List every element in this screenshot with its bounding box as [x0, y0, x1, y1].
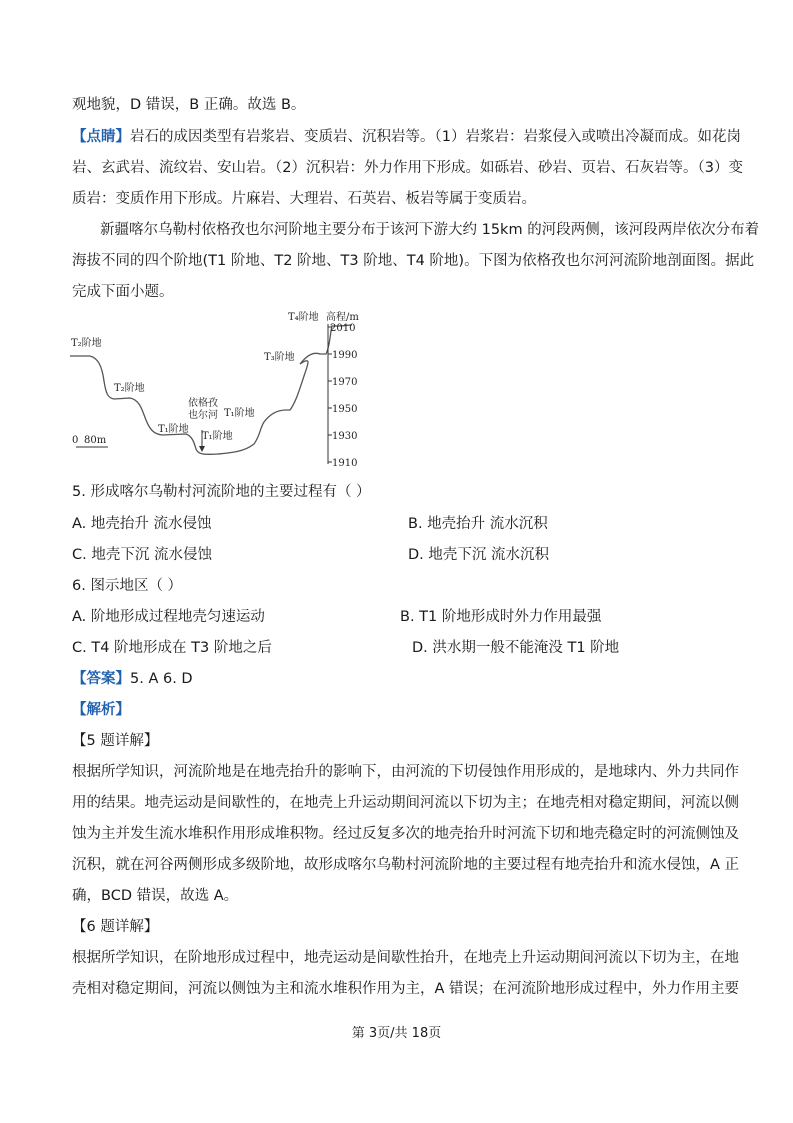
text-line: 质岩：变质作用下形成。片麻岩、大理岩、石英岩、板岩等属于变质岩。 [72, 191, 536, 207]
explanation-line: 根据所学知识，在阶地形成过程中，地壳运动是间歇性抬升，在地壳上升运动期间河流以下切为主，在地 [72, 950, 739, 966]
scale-zero: 0 [72, 435, 79, 446]
option-5c: C. 地壳下沉 流水侵蚀 [72, 547, 212, 563]
terrace-label-t3: T₃阶地 [264, 352, 295, 363]
note-text: 岩石的成因类型有岩浆岩、变质岩、沉积岩等。（1）岩浆岩：岩浆侵入或喷出冷凝而成。如花岗 [130, 129, 741, 145]
option-5a: A. 地壳抬升 流水侵蚀 [72, 516, 212, 532]
tick-label: 1970 [332, 377, 358, 388]
tick-label: 1950 [332, 404, 358, 415]
question-5: 5. 形成喀尔乌勒村河流阶地的主要过程有（ ） [72, 484, 371, 500]
terrace-label-t2: T₂阶地 [114, 383, 145, 394]
tick-label: 1910 [332, 458, 358, 469]
option-5b: B. 地壳抬升 流水沉积 [408, 516, 548, 532]
answer-tag: 【答案】 [72, 671, 130, 687]
passage-line: 完成下面小题。 [72, 284, 174, 300]
explanation-line: 壳相对稳定期间，河流以侧蚀为主和流水堆积作用为主，A 错误；在河流阶地形成过程中，外力作用主要 [72, 981, 740, 997]
river-label-2: 也尔河 [188, 410, 218, 421]
detail-heading-6: 【6 题详解】 [72, 919, 159, 935]
analysis-heading: 【解析】 [72, 702, 130, 718]
passage-line: 新疆喀尔乌勒村依格孜也尔河阶地主要分布于该河下游大约 15km 的河段两侧，该河段两岸依次分布着 [100, 222, 760, 238]
tick-label: 2010 [330, 323, 356, 334]
terrace-label-t4: T₄阶地 [288, 312, 319, 323]
explanation-line: 用的结果。地壳运动是间歇性的，在地壳上升运动期间河流以下切为主；在地壳相对稳定期间，河流以侧 [72, 795, 739, 811]
terrace-label-t1-right: T₁阶地 [224, 408, 255, 419]
note-tag: 【点睛】 [72, 129, 130, 145]
terrace-label-t2-left: T₂阶地 [71, 338, 102, 349]
answer-text: 5. A 6. D [130, 671, 193, 687]
option-6c: C. T4 阶地形成在 T3 阶地之后 [72, 640, 272, 656]
option-5d: D. 地壳下沉 流水沉积 [408, 547, 549, 563]
terrace-profile-figure [68, 306, 368, 471]
explanation-line: 蚀为主并发生流水堆积作用形成堆积物。经过反复多次的地壳抬升时河流下切和地壳稳定时的河流侧蚀及 [72, 826, 739, 842]
river-arrowhead [199, 446, 205, 452]
tick-label: 1990 [332, 350, 358, 361]
text-line: 观地貌，D 错误，B 正确。故选 B。 [72, 97, 306, 113]
option-6a: A. 阶地形成过程地壳匀速运动 [72, 609, 265, 625]
terrace-label-t1: T₁阶地 [158, 424, 189, 435]
page-footer: 第 3页/共 18页 [351, 1026, 442, 1041]
explanation-line: 根据所学知识，河流阶地是在地壳抬升的影响下，由河流的下切侵蚀作用形成的，是地球内、外力共同作 [72, 764, 739, 780]
question-6: 6. 图示地区（ ） [72, 578, 183, 594]
passage-line: 海拔不同的四个阶地(T1 阶地、T2 阶地、T3 阶地、T4 阶地)。下图为依格孜也尔河河流阶地剖面图。据此 [72, 253, 755, 269]
tick-label: 1930 [332, 431, 358, 442]
scale-length: 80m [84, 435, 107, 446]
detail-heading-5: 【5 题详解】 [72, 733, 159, 749]
river-label-1: 依格孜 [188, 398, 218, 409]
option-6d: D. 洪水期一般不能淹没 T1 阶地 [412, 640, 620, 656]
note-line [72, 127, 741, 147]
explanation-line: 沉积，就在河谷两侧形成多级阶地，故形成喀尔乌勒村河流阶地的主要过程有地壳抬升和流水侵蚀，A 正 [72, 857, 740, 873]
option-6b: B. T1 阶地形成时外力作用最强 [400, 609, 602, 625]
explanation-line: 确，BCD 错误，故选 A。 [72, 888, 239, 904]
axis-title: 高程/m [326, 312, 359, 323]
terrace-label-t1-right2: T₁阶地 [202, 431, 233, 442]
text-line: 岩、玄武岩、流纹岩、安山岩。（2）沉积岩：外力作用下形成。如砾岩、砂岩、页岩、石灰岩等。（3）变 [72, 160, 743, 176]
answer-line [72, 669, 193, 689]
